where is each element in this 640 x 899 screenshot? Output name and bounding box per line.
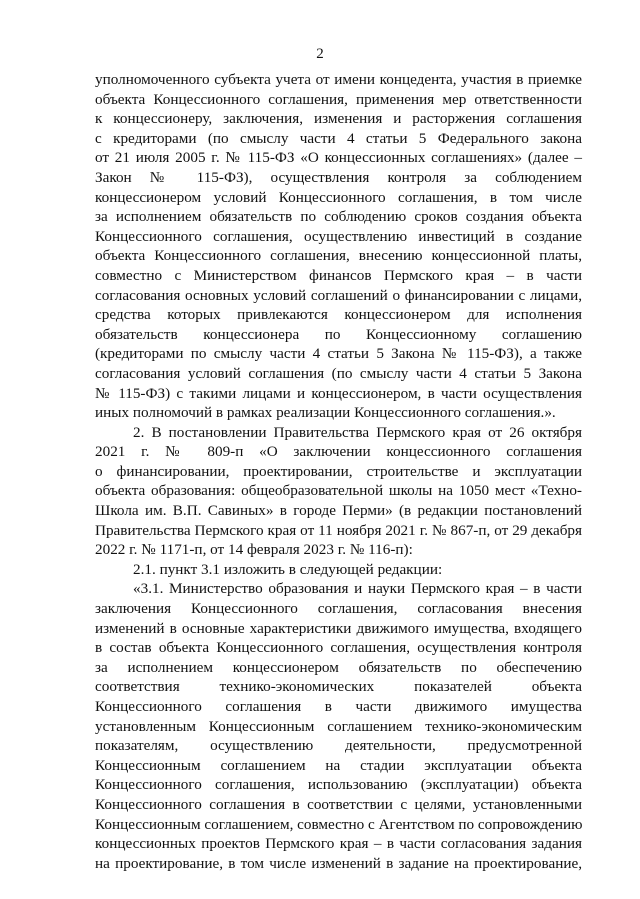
text-line: Школа им. В.П. Савиных» в городе Перми» (в редакции постановлений xyxy=(95,502,582,520)
text-line: иных полномочий в рамках реализации Концессионного соглашения.». xyxy=(95,404,556,422)
text-line: Концессионным соглашением, совместно с Агентством по сопровождению xyxy=(95,815,583,833)
text-line: совместно с Министерством финансов Пермского края – в части xyxy=(95,266,582,284)
text-line: Концессионным соглашением на стадии эксплуатации объекта xyxy=(95,756,582,774)
text-line: показателям, осуществлению деятельности, предусмотренной xyxy=(95,737,582,755)
page-number: 2 xyxy=(316,46,324,62)
text-line: от 21 июля 2005 г. № 115-ФЗ «О концессионных соглашениях» (далее – xyxy=(95,149,582,167)
text-line: Концессионного соглашения, осуществлению инвестиций в создание xyxy=(95,227,582,245)
text-line: (кредиторами по смыслу части 4 статьи 5 Закона № 115-ФЗ), а также xyxy=(95,345,582,363)
text-line: объекта Концессионного соглашения, внесению концессионной платы, xyxy=(95,247,582,265)
text-line: к концессионеру, заключения, изменения и расторжения соглашения xyxy=(95,110,582,128)
text-line: за исполнением концессионером обязательств по обеспечению xyxy=(95,658,582,676)
text-line: на проектирование, в том числе изменений в задание на проектирование, xyxy=(95,854,582,872)
text-line: 2. В постановлении Правительства Пермского края от 26 октября xyxy=(133,423,582,441)
text-line: уполномоченного субъекта учета от имени концедента, участия в приемке xyxy=(95,71,582,88)
text-line: объекта Концессионного соглашения, применения мер ответственности xyxy=(95,90,582,108)
text-line: концессионером условий Концессионного соглашения, в том числе xyxy=(95,188,582,206)
text-line: согласования условий соглашения (по смыслу части 4 статьи 5 Закона xyxy=(95,364,582,382)
text-line: «3.1. Министерство образования и науки Пермского края – в части xyxy=(133,580,582,598)
text-line: соответствия технико-экономических показателей объекта xyxy=(95,678,582,696)
text-line: изменений в основные характеристики движимого имущества, входящего xyxy=(95,619,582,637)
text-line: с кредиторами (по смыслу части 4 статьи 5 Федерального закона xyxy=(95,129,582,147)
text-line: концессионных проектов Пермского края – в части согласования задания xyxy=(95,835,582,853)
body-text xyxy=(95,70,582,873)
text-line: в состав объекта Концессионного соглашения, осуществления контроля xyxy=(95,639,582,657)
text-line: установленным Концессионным соглашением технико-экономическим xyxy=(95,717,582,735)
text-line: 2.1. пункт 3.1 изложить в следующей редакции: xyxy=(133,560,443,578)
text-line: 2022 г. № 1171-п, от 14 февраля 2023 г. № 116-п): xyxy=(95,541,413,559)
text-line: № 115-ФЗ) с такими лицами и концессионером, в части осуществления xyxy=(95,384,582,402)
text-line: Концессионного соглашения в части движимого имущества xyxy=(95,698,582,715)
text-line: Концессионного соглашения, использованию (эксплуатации) объекта xyxy=(95,776,582,794)
text-line: заключения Концессионного соглашения, согласования внесения xyxy=(95,600,582,618)
text-line: Концессионного соглашения в соответствии с целями, установленными xyxy=(95,795,582,813)
text-line: за исполнением обязательств по соблюдению сроков создания объекта xyxy=(95,208,582,226)
text-line: Правительства Пермского края от 11 ноября 2021 г. № 867-п, от 29 декабря xyxy=(95,521,582,539)
text-line: о финансировании, проектировании, строительстве и эксплуатации xyxy=(95,462,582,480)
text-line: средства которых привлекаются концессионером для исполнения xyxy=(95,306,582,324)
text-line: 2021 г. № 809-п «О заключении концессионного соглашения xyxy=(95,443,582,461)
text-line: согласования основных условий соглашений о финансировании с лицами, xyxy=(95,286,582,304)
text-line: Закон № 115-ФЗ), осуществления контроля за соблюдением xyxy=(95,168,582,186)
text-line: объекта образования: общеобразовательной школы на 1050 мест «Техно- xyxy=(95,482,582,500)
text-line: обязательств концессионера по Концессионному соглашению xyxy=(95,325,582,343)
